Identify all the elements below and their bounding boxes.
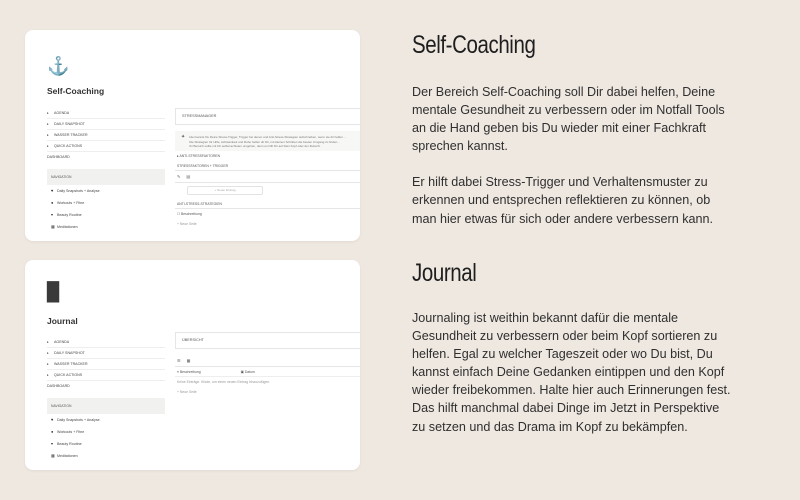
nav-item-meditationen[interactable]: ▦ Meditationen bbox=[47, 221, 165, 233]
sidebar-item-agenda[interactable]: ▸ AGENDA bbox=[47, 337, 165, 348]
nav-item-beauty-routine[interactable]: ▾ Beauty Routine bbox=[47, 209, 165, 221]
nav-item-workouts[interactable]: ● Workouts + Fitne bbox=[47, 426, 165, 438]
main-panel bbox=[175, 108, 360, 229]
callout-text: Die Strategien für Hilfe, Achtsamkeit und Ruhe helfen dir Dir, mit kleinen Schritten die besten Umgang zu finden… bbox=[189, 139, 341, 144]
view-tab-icon[interactable]: ✎ bbox=[177, 174, 181, 179]
anti-stress-toggle[interactable]: ▸ ANTI-STRESSFAKTOREN bbox=[177, 154, 221, 158]
sidebar-item-wasser-tracker[interactable]: ▸ WASSER TRACKER bbox=[47, 130, 165, 141]
view-tabs bbox=[175, 355, 360, 367]
navigation-header: NAVIGATION bbox=[47, 398, 165, 414]
book-icon: ▉ bbox=[47, 282, 61, 302]
beauty-icon: ▾ bbox=[51, 212, 54, 217]
beauty-icon: ▾ bbox=[51, 441, 54, 446]
dumbbell-icon: ● bbox=[51, 200, 54, 205]
sidebar-item-daily-snapshot[interactable]: ▸ DAILY SNAPSHOT bbox=[47, 119, 165, 130]
calendar-icon: ▣ bbox=[240, 370, 245, 374]
triangle-right-icon: ▸ bbox=[47, 122, 49, 126]
new-entry-button[interactable]: + Neuer Eintrag bbox=[187, 186, 263, 195]
table-header-row bbox=[175, 367, 360, 377]
sidebar-item-quick-actions[interactable]: ▸ QUICK ACTIONS bbox=[47, 141, 165, 152]
anchor-icon: ⚓ bbox=[47, 56, 70, 76]
view-tab-icon[interactable]: ▤ bbox=[186, 174, 191, 179]
paragraph: Journaling ist weithin bekannt dafür die mentale Gesundheit zu verbessern oder beim Kopf sortieren zu helfen. Egal zu welcher Tageszeit oder wo Du bist, Du kannst einfach Deine Gedanken eintippen und den Kopf wieder freibekommen. Halte hier auch Erinnerungen fest. Das hilft manchmal dabei Dinge im Jetzt in Perspektive zu setzen und das Drama im Kopf zu bekämpfen. bbox=[412, 311, 731, 434]
journal-section bbox=[412, 259, 732, 436]
column-header: ▣ Datum bbox=[240, 370, 255, 374]
section-header: ÜBERSICHT bbox=[175, 332, 360, 349]
paragraph: Er hilft dabei Stress-Trigger und Verhaltensmuster zu erkennen und entsprechen reflektieren zu können, ob man hier etwas für sich oder andere verbessern kann. bbox=[412, 175, 714, 226]
dumbbell-icon: ● bbox=[51, 429, 54, 434]
nav-item-meditationen[interactable]: ▦ Meditationen bbox=[47, 450, 165, 462]
main-panel bbox=[175, 332, 360, 397]
grid-icon: ▦ bbox=[51, 453, 55, 458]
triangle-right-icon: ▸ bbox=[47, 133, 49, 137]
navigation-header: NAVIGATION bbox=[47, 169, 165, 185]
list-view-icon[interactable]: ☰ bbox=[177, 358, 181, 363]
page-title: Self-Coaching bbox=[47, 86, 105, 96]
self-coaching-section bbox=[412, 31, 732, 228]
nav-item-workouts[interactable]: ● Workouts + Fitne bbox=[47, 197, 165, 209]
paragraph: Der Bereich Self-Coaching soll Dir dabei helfen, Deine mentale Gesundheit zu verbessern oder im Notfall Tools an die Hand geben bis Du wieder mit einer Fachkraft sprechen kannst. bbox=[412, 85, 725, 154]
heart-icon: ♥ bbox=[51, 188, 54, 193]
sidebar-item-dashboard[interactable]: DASHBOARD bbox=[47, 155, 70, 159]
page-title: Journal bbox=[47, 316, 78, 326]
triangle-right-icon: ▸ bbox=[47, 362, 49, 366]
section-heading: Journal bbox=[412, 259, 477, 287]
section-header: STRESSMANAGER bbox=[175, 108, 360, 125]
sidebar-item-quick-actions[interactable]: ▸ QUICK ACTIONS bbox=[47, 370, 165, 381]
nav-item-daily-snapshots[interactable]: ♥ Daily Snapshots + Analyse bbox=[47, 185, 165, 197]
triangle-right-icon: ▸ bbox=[47, 351, 49, 355]
nav-item-beauty-routine[interactable]: ▾ Beauty Routine bbox=[47, 438, 165, 450]
anti-stress-strategies-label: ANTI-STRESS-STRATEGIEN bbox=[175, 199, 360, 209]
triangle-right-icon: ▸ bbox=[47, 340, 49, 344]
heart-icon: ♥ bbox=[51, 417, 54, 422]
triangle-right-icon: ▸ bbox=[177, 154, 180, 158]
triangle-right-icon: ▸ bbox=[47, 144, 49, 148]
view-tabs bbox=[175, 171, 360, 183]
journal-preview-card bbox=[25, 260, 360, 470]
triangle-right-icon: ▸ bbox=[47, 111, 49, 115]
triangle-right-icon: ▸ bbox=[47, 373, 49, 377]
text-icon: ≡ bbox=[177, 370, 180, 374]
sidebar-item-dashboard[interactable]: DASHBOARD bbox=[47, 384, 70, 388]
sidebar-item-wasser-tracker[interactable]: ▸ WASSER TRACKER bbox=[47, 359, 165, 370]
grid-icon: ▦ bbox=[51, 224, 55, 229]
checkbox-icon: ☐ bbox=[177, 212, 181, 216]
self-coaching-preview-card bbox=[25, 30, 360, 241]
callout-text: Hier kannst Du Deine Stress-Trigger, Trigger bei denen und Anti-Stress-Strategien aufschreiben, wenn sie dir helfen… bbox=[189, 135, 346, 139]
callout-text: Ihr Bereich sollte mit Dir selbst achtsam umgehen, denn es hilft Dir auf Dein Kopf oder der Zukunft. bbox=[189, 144, 321, 148]
new-page-button[interactable]: + Neue Seite bbox=[177, 390, 197, 394]
section-heading: Self-Coaching bbox=[412, 31, 536, 59]
sidebar bbox=[47, 108, 165, 233]
column-header: ≡ Beschreibung bbox=[177, 370, 201, 374]
lightbulb-icon: ✦ bbox=[181, 134, 186, 140]
new-page-button[interactable]: + Neue Seite bbox=[177, 222, 197, 226]
triggers-label: STRESSFAKTOREN + TRIGGER bbox=[175, 161, 360, 171]
nav-item-daily-snapshots[interactable]: ♥ Daily Snapshots + Analyse bbox=[47, 414, 165, 426]
callout-box bbox=[175, 131, 360, 151]
table-view-icon[interactable]: ▦ bbox=[186, 358, 191, 363]
sidebar bbox=[47, 337, 165, 462]
empty-state-text: Keine Einträge. Klicke, um einen neuen Eintrag hinzuzufügen. bbox=[177, 380, 271, 384]
table-row: ☐ Beschreibung bbox=[177, 212, 202, 216]
sidebar-item-daily-snapshot[interactable]: ▸ DAILY SNAPSHOT bbox=[47, 348, 165, 359]
sidebar-item-agenda[interactable]: ▸ AGENDA bbox=[47, 108, 165, 119]
